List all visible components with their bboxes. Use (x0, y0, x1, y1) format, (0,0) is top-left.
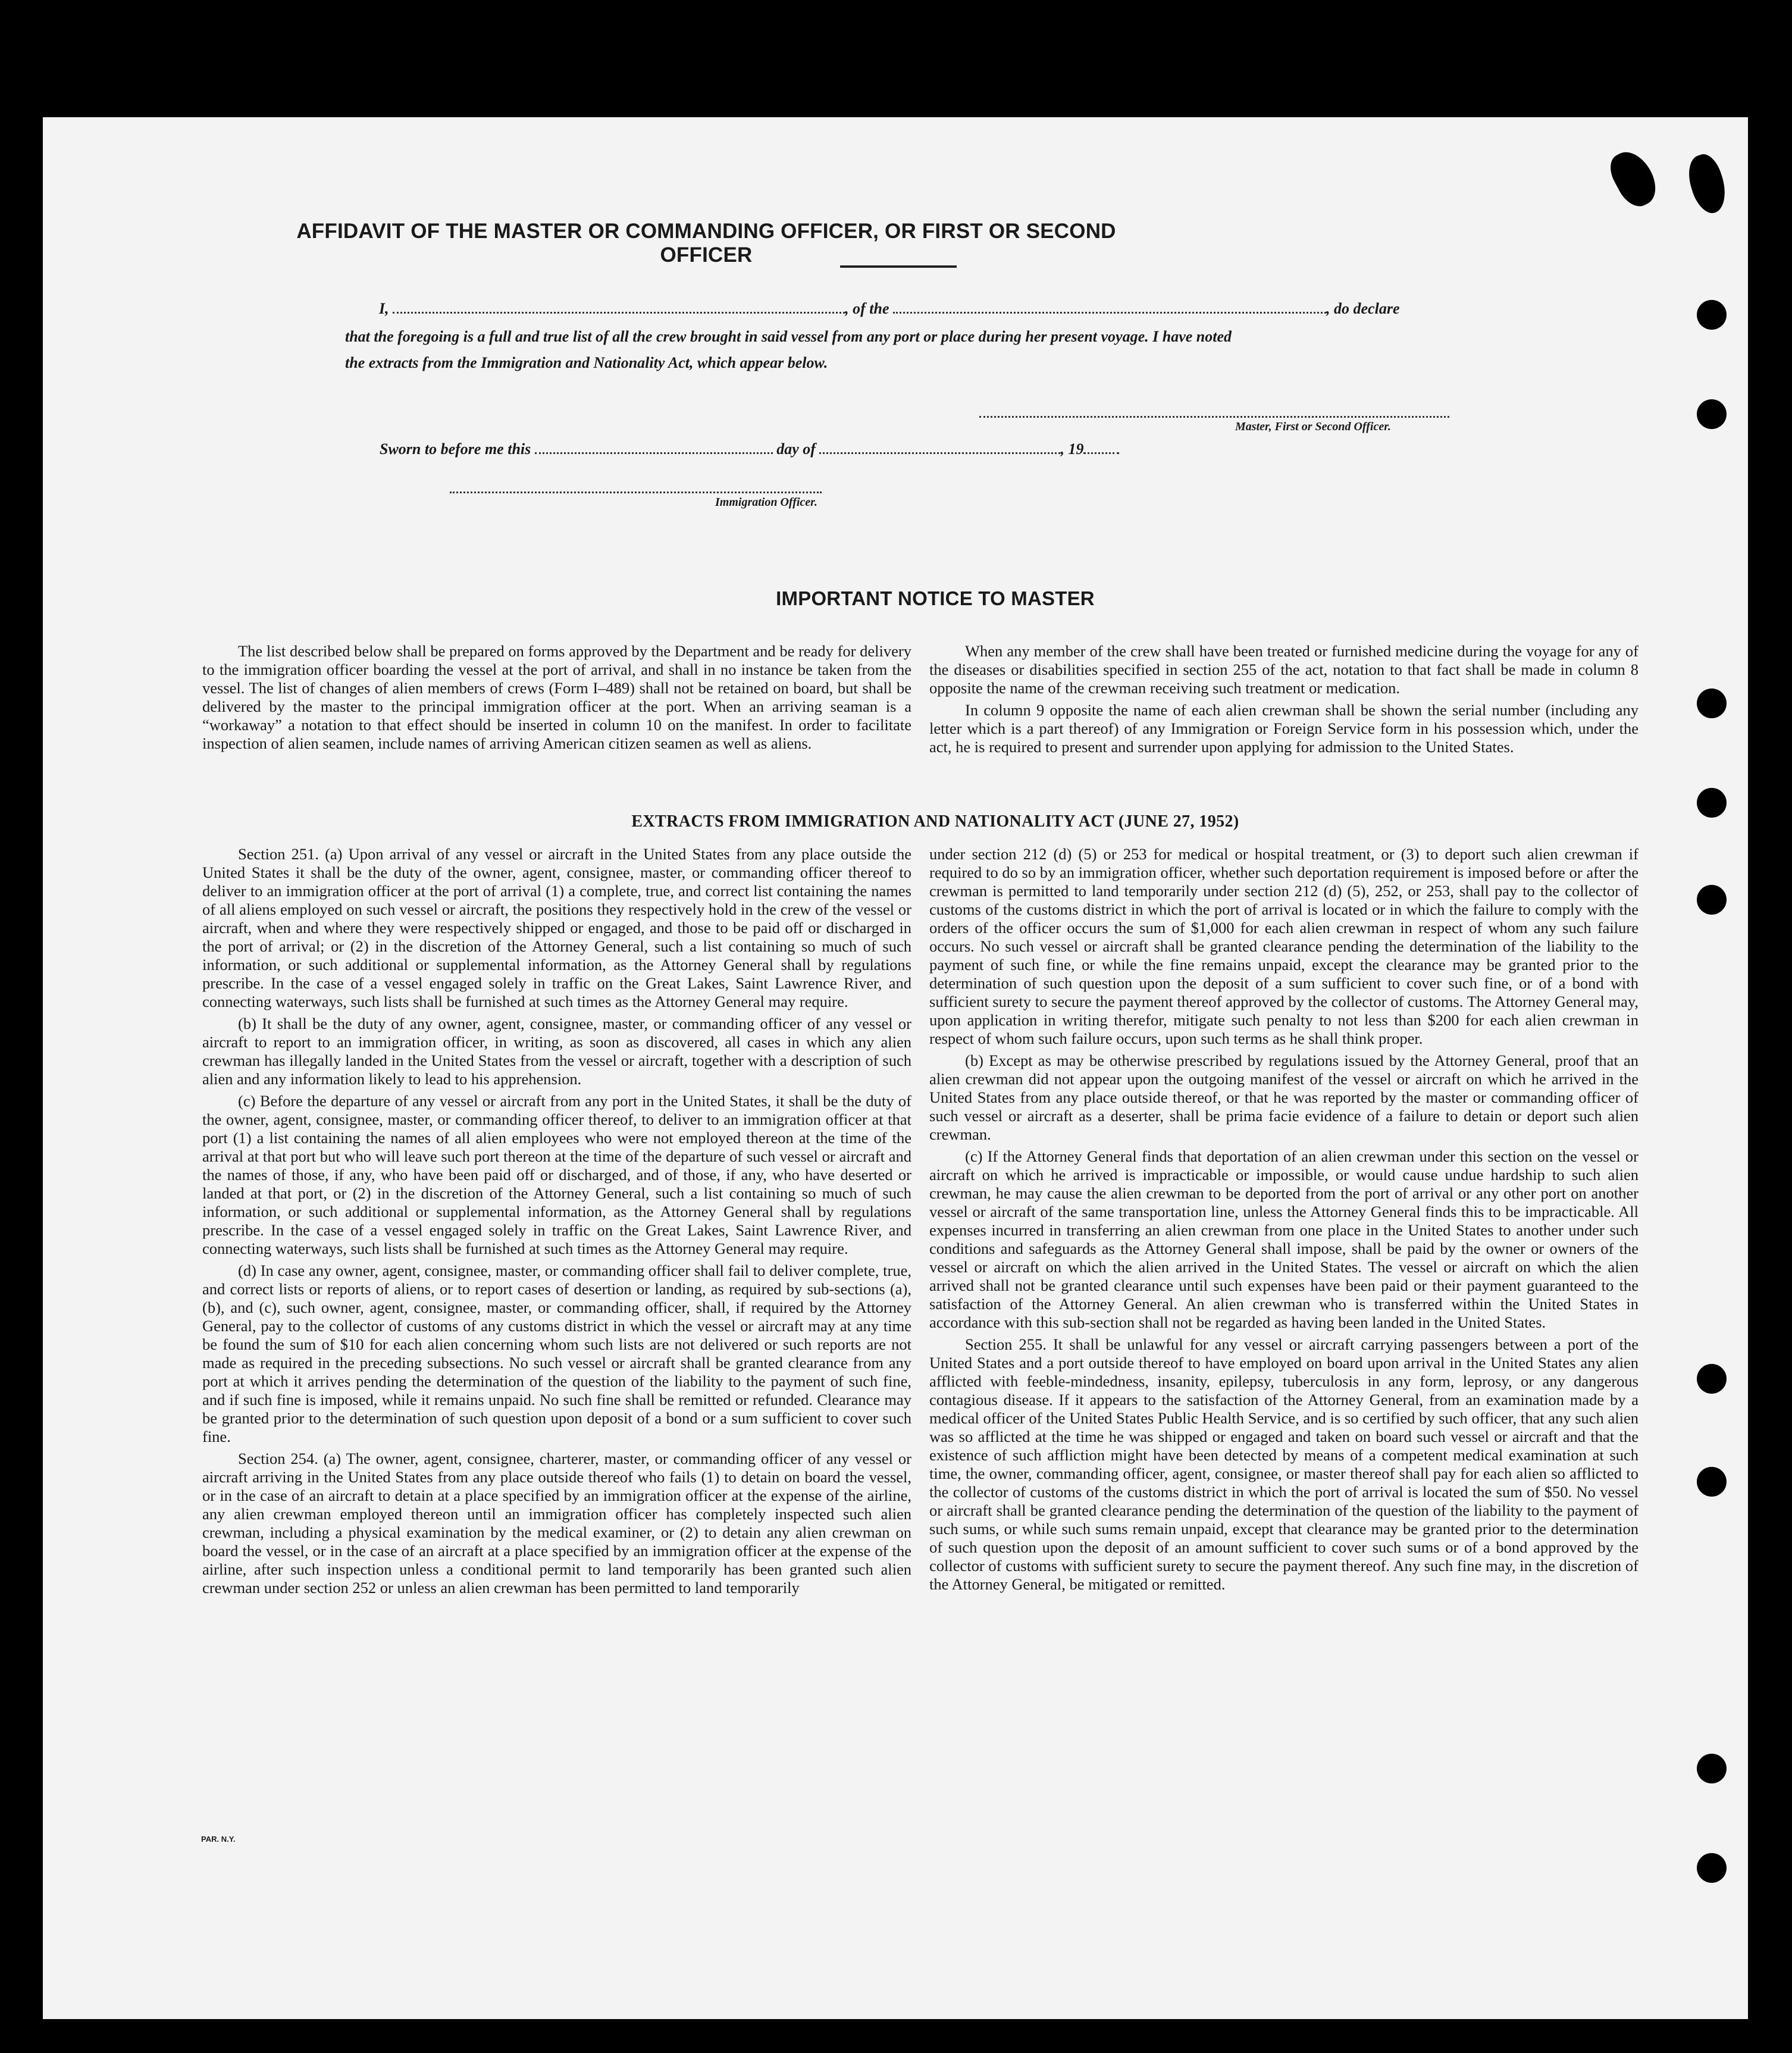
binder-hole (1697, 300, 1727, 330)
notice-title: IMPORTANT NOTICE TO MASTER (776, 587, 1095, 609)
declaration-do-declare: , do declare (1326, 300, 1400, 317)
declaration-line-2: that the foregoing is a full and true list of all the crew brought in said vessel from any port or place during her present voyage. I have noted (345, 328, 1232, 345)
vessel-name-field[interactable] (893, 303, 1326, 314)
ink-mark-left (1604, 145, 1663, 212)
binder-hole (1697, 1364, 1727, 1394)
section-255: Section 255. It shall be unlawful for any vessel or aircraft carrying passengers between a port of the United States and a port outside thereof to have employed on board upon arrival in the United States any alien afflicted with feeble-mindedness, insanity, epilepsy, tuberculosis in any form, leprosy, or any dangerous contagious disease. If it appears to the satisfaction of the Attorney General, from an examination made by a medical officer of the United States Public Health Service, and is so certified by such officer, that any such alien was so afflicted at the time he was shipped or engaged and taken on board such vessel or aircraft and that the existence of such affliction might have been detected by means of a competent medical examination at such time, the owner, commanding officer, agent, consignee, or master thereof shall pay for each alien so afflicted to the collector of customs of the customs district in which the port of arrival is located the sum of $50. No vessel or aircraft shall be granted clearance pending the determination of the question of the liability to the payment of such sums, or while such sums remain unpaid, except that clearance may be granted prior to the determination of such question upon the deposit of an amount sufficient to cover such sums or of a bond approved by the collector of customs with sufficient surety to secure the payment thereof. Any such fine may, in the discretion of the Attorney General, be mitigated or remitted. (929, 1335, 1639, 1593)
binder-hole (1697, 688, 1727, 718)
sworn-line (380, 437, 1119, 461)
section-254-a-continued: under section 212 (d) (5) or 253 for medical or hospital treatment, or (3) to deport such alien crewman if required to do so by an immigration officer, whether such deportation requirement is imposed before or after the crewman is permitted to land temporarily under section 212 (d) (5), 252, or 253, shall pay to the collector of customs of the customs district in which the port of arrival is located or in which the failure to comply with the orders of the officer occurs the sum of $1,000 for each alien crewman in respect of whom any such failure occurs. No such vessel or aircraft shall be granted clearance pending the determination of the liability to the payment of such fine, or while the fine remains unpaid, except the clearance may be granted prior to the determination of such question upon the deposit of a sum sufficient to cover such fine, or of a bond with sufficient surety to secure the payment thereof approved by the collector of customs. The Attorney General may, upon application in writing therefor, mitigate such penalty to not less than $200 for each alien crewman in respect of whom such failure occurs, upon such terms as he shall think proper. (929, 845, 1639, 1047)
printer-imprint: PAR. N.Y. (201, 1835, 236, 1844)
declarant-name-field[interactable] (393, 303, 845, 314)
officer-signature-caption: Immigration Officer. (715, 496, 817, 509)
notice-right-column (929, 642, 1639, 756)
title-underline (840, 265, 957, 268)
officer-signature-line[interactable] (450, 490, 822, 493)
extracts-title: EXTRACTS FROM IMMIGRATION AND NATIONALITY ACT (JUNE 27, 1952) (631, 812, 1239, 831)
binder-hole (1697, 885, 1727, 915)
sworn-day-field[interactable] (535, 444, 773, 454)
binder-hole (1697, 1853, 1727, 1883)
extracts-left-column (202, 845, 911, 1597)
sworn-year-field[interactable] (1083, 444, 1119, 454)
binder-hole (1697, 399, 1727, 429)
sworn-month-field[interactable] (819, 444, 1060, 454)
section-251-b: (b) It shall be the duty of any owner, agent, consignee, master, or commanding officer of any vessel or aircraft to report to an immigration officer, in writing, as soon as discovered, all cases in which any alien crewman has illegally landed in the United States from the vessel or aircraft, together with a description of such alien and any information likely to lead to his apprehension. (202, 1015, 911, 1088)
notice-right-paragraph-2: In column 9 opposite the name of each alien crewman shall be shown the serial number (including any letter which is a part thereof) of any Immigration or Foreign Service form in his possession which, under the act, he is required to present and surrender upon applying for admission to the United States. (929, 701, 1639, 756)
sworn-prefix: Sworn to before me this (380, 440, 531, 458)
notice-right-paragraph-1: When any member of the crew shall have been treated or furnished medicine during the voyage for any of the diseases or disabilities specified in section 255 of the act, notation to that fact shall be made in column 8 opposite the name of the crewman receiving such treatment or medication. (929, 642, 1639, 697)
declaration-of-the: , of the (845, 300, 889, 317)
binder-hole (1697, 788, 1727, 818)
ink-mark-right (1683, 151, 1732, 217)
master-signature-line[interactable] (979, 415, 1449, 418)
binder-hole (1697, 1754, 1727, 1783)
declaration-line-3: the extracts from the Immigration and Nationality Act, which appear below. (345, 354, 828, 371)
section-254-b: (b) Except as may be otherwise prescribed by regulations issued by the Attorney General, proof that an alien crewman did not appear upon the outgoing manifest of the vessel or aircraft on which he arrived in the United States from any place outside thereof, or that he was reported by the master or commanding officer of such vessel or aircraft as a deserter, shall be prima facie evidence of a failure to detain or deport such alien crewman. (929, 1051, 1639, 1143)
declaration-i: I, (379, 300, 389, 317)
affidavit-title: AFFIDAVIT OF THE MASTER OR COMMANDING OFFICER, OR FIRST OR SECOND OFFICER (296, 220, 1116, 267)
binder-hole (1697, 1467, 1727, 1497)
section-251-c: (c) Before the departure of any vessel or aircraft from any port in the United States, it shall be the duty of the owner, agent, consignee, master, or commanding officer thereof, to deliver to an immigration officer at that port (1) a list containing the names of all alien employees who were not employed thereon at the time of the arrival at that port but who will leave such port thereon at the time of the departure of such vessel or aircraft and the names of those, if any, who have been paid off or discharged, and of those, if any, who have deserted or landed at that port, or (2) in the discretion of the Attorney General, such a list containing so much of such information, or such additional or supplemental information, as the Attorney General shall by regulations prescribe. In the case of a vessel engaged solely in traffic on the Great Lakes, Saint Lawrence River, and connecting waterways, such lists shall be furnished at such times as the Attorney General may require. (202, 1092, 911, 1257)
declaration-line-1 (379, 297, 1399, 321)
section-254-c: (c) If the Attorney General finds that deportation of an alien crewman under this section on the vessel or aircraft on which he arrived is impracticable or impossible, or would cause undue hardship to such alien crewman, he may cause the alien crewman to be deported from the port of arrival or any other port on another vessel or aircraft of the same transportation line, unless the Attorney General finds this to be impracticable. All expenses incurred in transferring an alien crewman from one place in the United States to another under such conditions and safeguards as the Attorney General shall impose, shall be paid by the owner or owners of the vessel or aircraft on which the alien arrived in the United States. The vessel or aircraft on which the alien arrived shall not be granted clearance until such expenses have been paid or their payment guaranteed to the satisfaction of the Attorney General. An alien crewman who is transferred within the United States in accordance with this sub-section shall not be regarded as having been landed in the United States. (929, 1147, 1639, 1331)
sworn-year-prefix: , 19 (1060, 440, 1084, 458)
extracts-right-column (929, 845, 1639, 1594)
document-page (43, 117, 1748, 2019)
section-251-d: (d) In case any owner, agent, consignee, master, or commanding officer shall fail to deliver complete, true, and correct lists or reports of aliens, or to report cases of desertion or landing, as required by sub-sections (a), (b), and (c), such owner, agent, consignee, master, or commanding officer, shall, if required by the Attorney General, pay to the collector of customs of any customs district in which the vessel or aircraft may at any time be found the sum of $10 for each alien concerning whom such lists are not delivered or such reports are not made as required in the preceding subsections. No such vessel or aircraft shall be granted clearance from any port at which it arrives pending the determination of the question of the liability to the payment of such fine, and if such fine is imposed, while it remains unpaid. No such fine shall be remitted or refunded. Clearance may be granted prior to the determination of such question upon deposit of a bond or a sum sufficient to cover such fine. (202, 1262, 911, 1445)
notice-left-paragraph: The list described below shall be prepared on forms approved by the Department and be ready for delivery to the immigration officer boarding the vessel at the port of arrival, and shall in no instance be taken from the vessel. The list of changes of alien members of crews (Form I–489) shall not be retained on board, but shall be delivered by the master to the principal immigration officer at the port. When an arriving seaman is a “workaway” a notation to that effect should be inserted in column 10 on the manifest. In order to facilitate inspection of alien seamen, include names of arriving American citizen seamen as well as aliens. (202, 642, 911, 752)
sworn-day-of: day of (776, 440, 816, 458)
master-signature-caption: Master, First or Second Officer. (1235, 420, 1391, 433)
notice-left-column (202, 642, 911, 753)
section-251-a: Section 251. (a) Upon arrival of any vessel or aircraft in the United States from any place outside the United States it shall be the duty of the owner, agent, consignee, master, or commanding officer thereof to deliver to an immigration officer at the port of arrival (1) a complete, true, and correct list containing the names of all aliens employed on such vessel or aircraft, the positions they respectively hold in the crew of the vessel or aircraft, when and where they were respectively shipped or engaged, and those to be paid off or discharged in the port of arrival; or (2) in the discretion of the Attorney General, such a list containing so much of such information, or such additional or supplemental information, as the Attorney General shall by regulations prescribe. In the case of a vessel engaged solely in traffic on the Great Lakes, Saint Lawrence River, and connecting waterways, such lists shall be furnished at such times as the Attorney General may require. (202, 845, 911, 1010)
section-254-a: Section 254. (a) The owner, agent, consignee, charterer, master, or commanding officer of any vessel or aircraft arriving in the United States from any place outside thereof who fails (1) to detain on board the vessel, or in the case of an aircraft to detain at a place specified by an immigration officer at the expense of the airline, any alien crewman employed thereon until an immigration officer has completely inspected such alien crewman, including a physical examination by the medical examiner, or (2) to detain any alien crewman on board the vessel, or in the case of an aircraft at a place specified by an immigration officer at the expense of the airline, after such inspection unless a conditional permit to land temporarily has been granted such alien crewman under section 252 or unless an alien crewman has been permitted to land temporarily (202, 1450, 911, 1597)
